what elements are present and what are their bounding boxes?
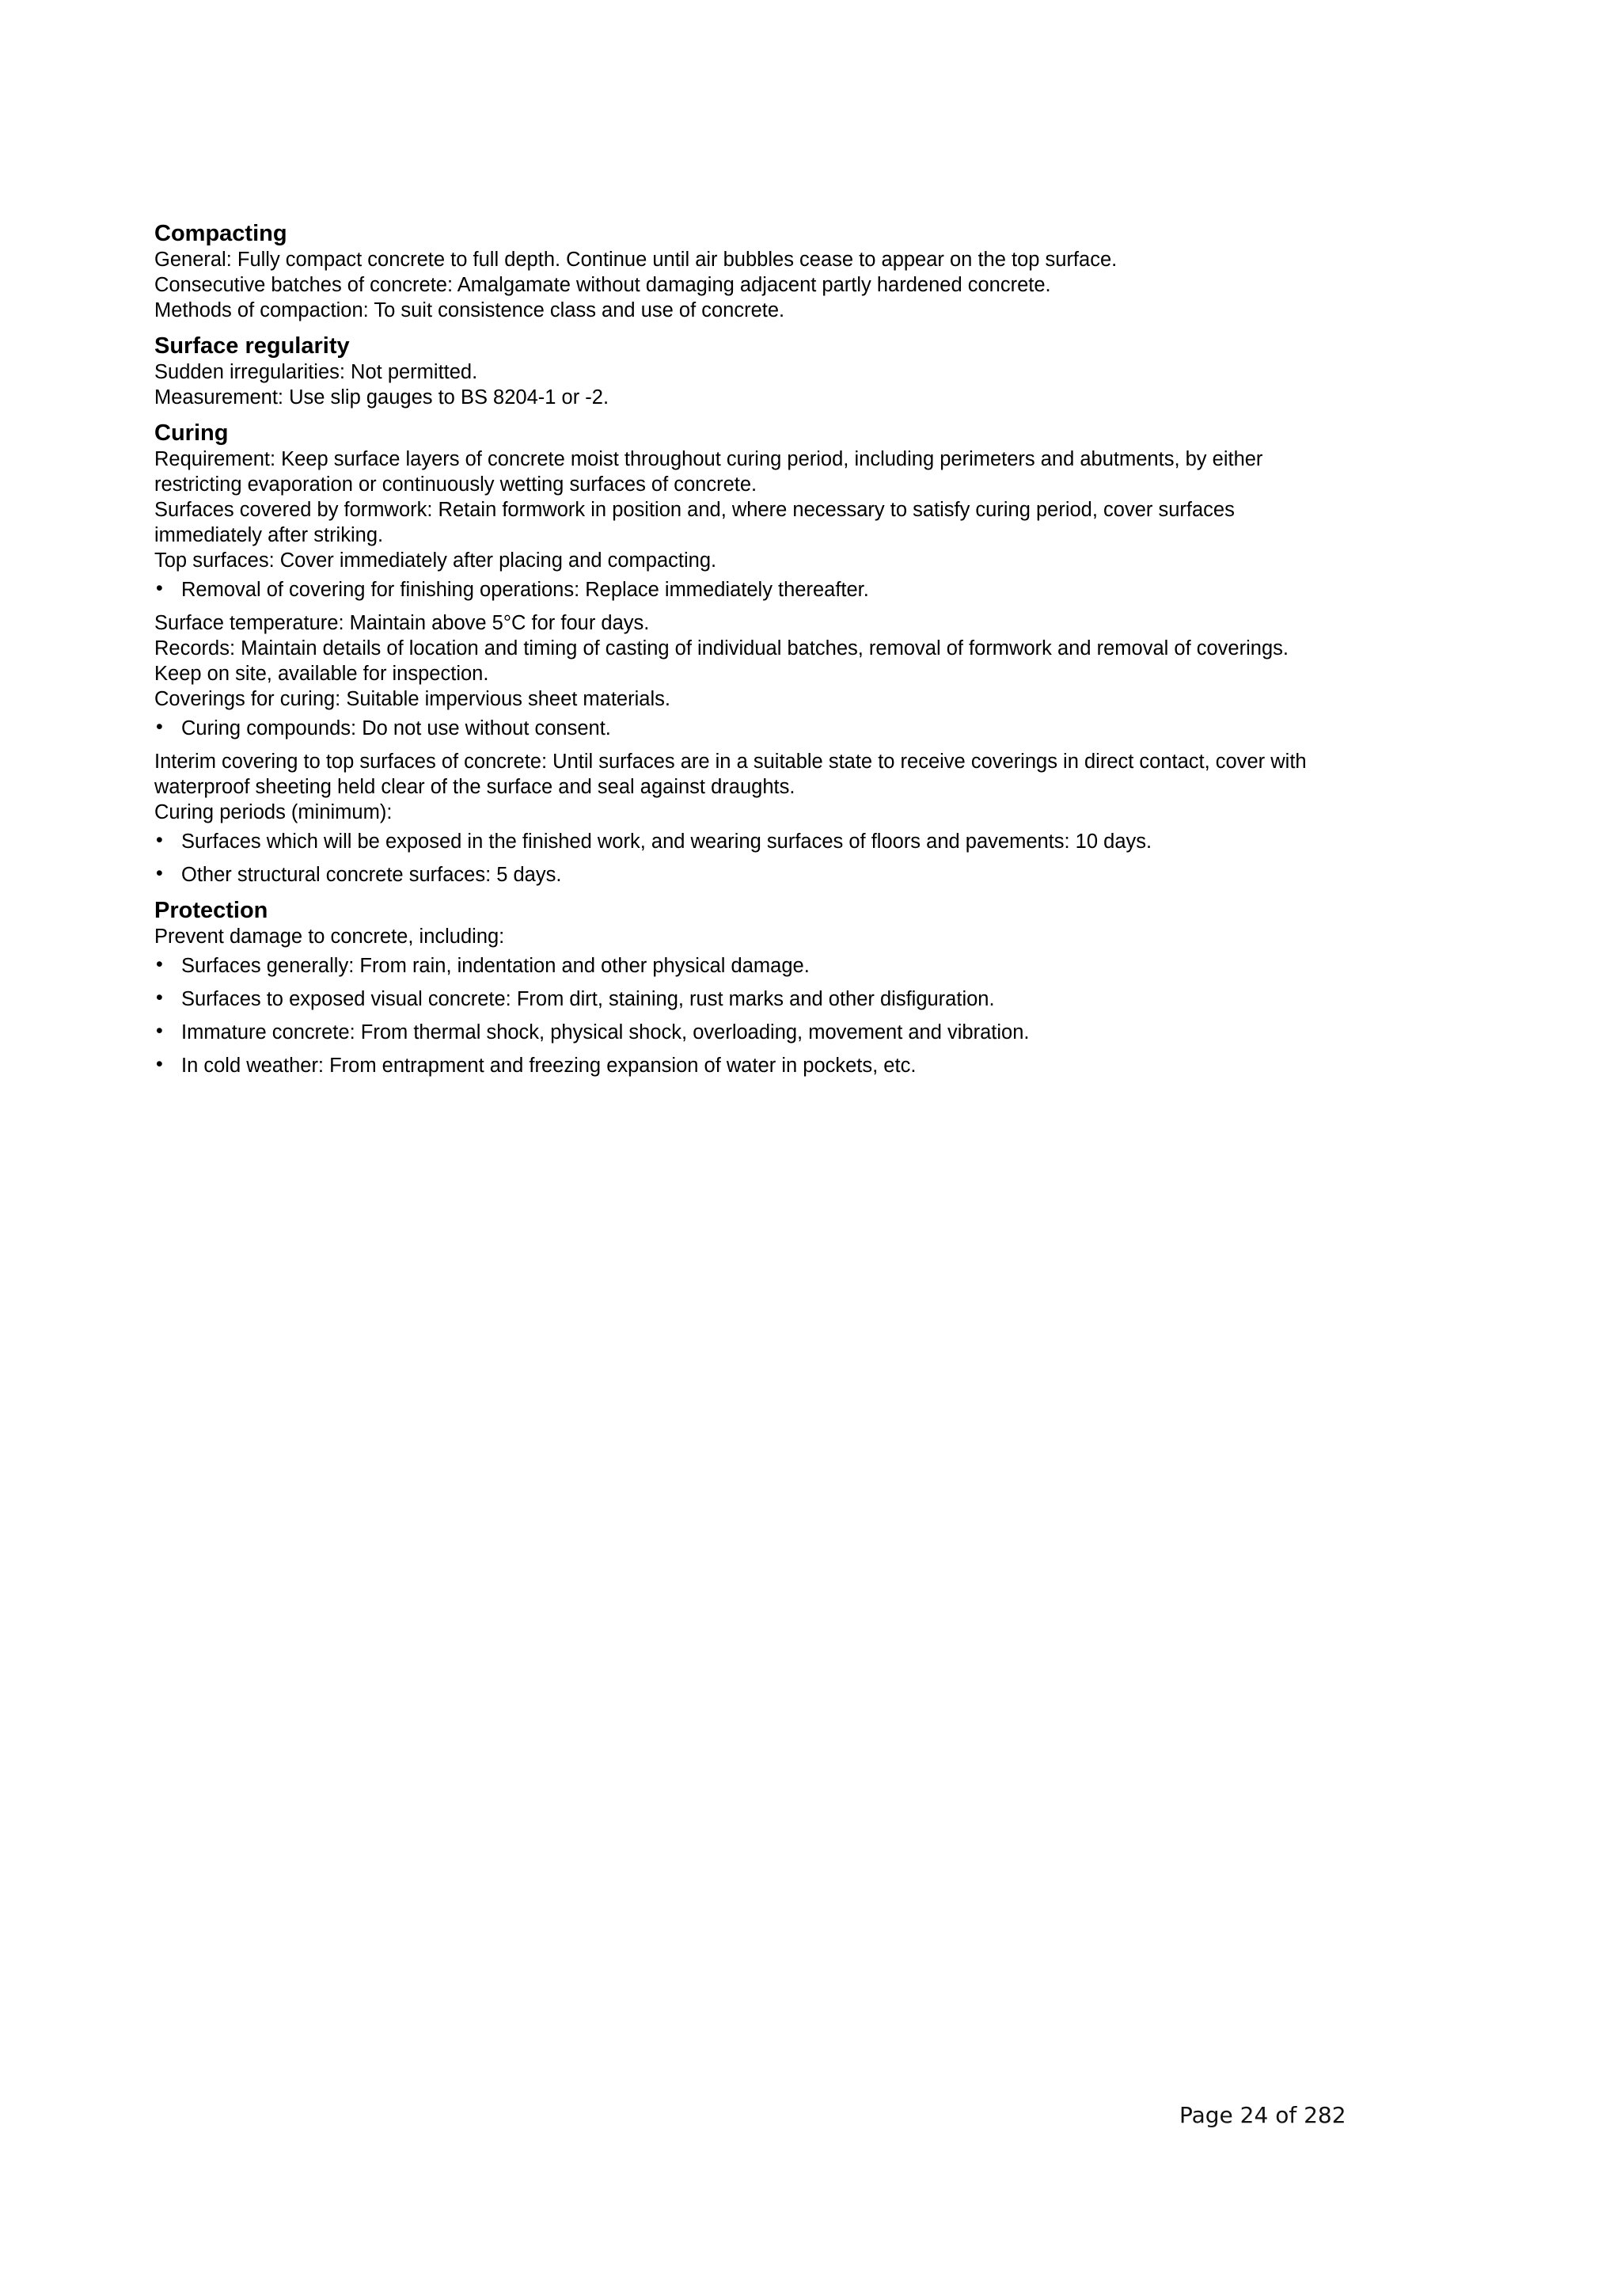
paragraph-line: Measurement: Use slip gauges to BS 8204-1 or -2. bbox=[154, 386, 609, 409]
paragraph-line: immediately after striking. bbox=[154, 524, 384, 546]
bullet-item bbox=[154, 829, 1421, 854]
bullet-text: Surfaces which will be exposed in the finished work, and wearing surfaces of floors and pavements: 10 days. bbox=[181, 831, 1152, 853]
bullet-text: Curing compounds: Do not use without consent. bbox=[181, 717, 611, 739]
paragraph-line: Requirement: Keep surface layers of concrete moist throughout curing period, including perimeters and abutments, by either bbox=[154, 448, 1263, 470]
document-body bbox=[154, 220, 1421, 1086]
paragraph-line: Surfaces covered by formwork: Retain formwork in position and, where necessary to satisfy curing period, cover surfaces bbox=[154, 499, 1235, 521]
bullet-text: In cold weather: From entrapment and freezing expansion of water in pockets, etc. bbox=[181, 1055, 917, 1077]
bullet-item bbox=[154, 577, 1421, 603]
bullet-item bbox=[154, 953, 1421, 979]
section-heading: Protection bbox=[154, 898, 268, 923]
bullet-text: Surfaces generally: From rain, indentation and other physical damage. bbox=[181, 955, 810, 977]
bullet-icon: • bbox=[156, 716, 163, 738]
paragraph-line: Methods of compaction: To suit consistence class and use of concrete. bbox=[154, 299, 785, 321]
section-protection bbox=[154, 897, 1421, 1078]
bullet-item bbox=[154, 862, 1421, 888]
section-heading: Compacting bbox=[154, 221, 287, 246]
bullet-icon: • bbox=[156, 1053, 163, 1075]
bullet-text: Surfaces to exposed visual concrete: From dirt, staining, rust marks and other disfiguration. bbox=[181, 988, 995, 1010]
bullet-text: Removal of covering for finishing operations: Replace immediately thereafter. bbox=[181, 579, 869, 601]
bullet-icon: • bbox=[156, 1020, 163, 1042]
paragraph-line: Coverings for curing: Suitable impervious sheet materials. bbox=[154, 688, 670, 710]
paragraph-line: Top surfaces: Cover immediately after placing and compacting. bbox=[154, 549, 717, 572]
bullet-item bbox=[154, 1053, 1421, 1078]
bullet-text: Other structural concrete surfaces: 5 days. bbox=[181, 864, 562, 886]
paragraph-line: General: Fully compact concrete to full depth. Continue until air bubbles cease to appear on the top surface. bbox=[154, 249, 1118, 271]
section-compacting bbox=[154, 220, 1421, 323]
paragraph-line: Prevent damage to concrete, including: bbox=[154, 926, 505, 948]
section-surface-regularity bbox=[154, 333, 1421, 410]
bullet-icon: • bbox=[156, 862, 163, 884]
paragraph-line: Consecutive batches of concrete: Amalgamate without damaging adjacent partly hardened concrete. bbox=[154, 274, 1051, 296]
bullet-item bbox=[154, 1020, 1421, 1045]
paragraph-line: Surface temperature: Maintain above 5°C for four days. bbox=[154, 612, 650, 634]
bullet-icon: • bbox=[156, 986, 163, 1009]
section-heading: Surface regularity bbox=[154, 333, 350, 359]
bullet-icon: • bbox=[156, 829, 163, 851]
paragraph-line: restricting evaporation or continuously wetting surfaces of concrete. bbox=[154, 473, 757, 496]
bullet-text: Immature concrete: From thermal shock, physical shock, overloading, movement and vibration. bbox=[181, 1021, 1030, 1043]
bullet-icon: • bbox=[156, 577, 163, 599]
paragraph-line: waterproof sheeting held clear of the surface and seal against draughts. bbox=[154, 776, 795, 798]
bullet-item bbox=[154, 986, 1421, 1012]
paragraph-line: Curing periods (minimum): bbox=[154, 801, 393, 823]
section-heading: Curing bbox=[154, 420, 229, 446]
bullet-icon: • bbox=[156, 953, 163, 975]
paragraph-line: Records: Maintain details of location and timing of casting of individual batches, removal of formwork and removal of coverings. bbox=[154, 637, 1289, 660]
page-number: Page 24 of 282 bbox=[1179, 2102, 1346, 2128]
paragraph-line: Interim covering to top surfaces of concrete: Until surfaces are in a suitable state to receive coverings in direct contact, cover with bbox=[154, 751, 1307, 773]
bullet-item bbox=[154, 716, 1421, 741]
paragraph-line: Keep on site, available for inspection. bbox=[154, 663, 489, 685]
paragraph-line: Sudden irregularities: Not permitted. bbox=[154, 361, 478, 383]
section-curing bbox=[154, 420, 1421, 888]
